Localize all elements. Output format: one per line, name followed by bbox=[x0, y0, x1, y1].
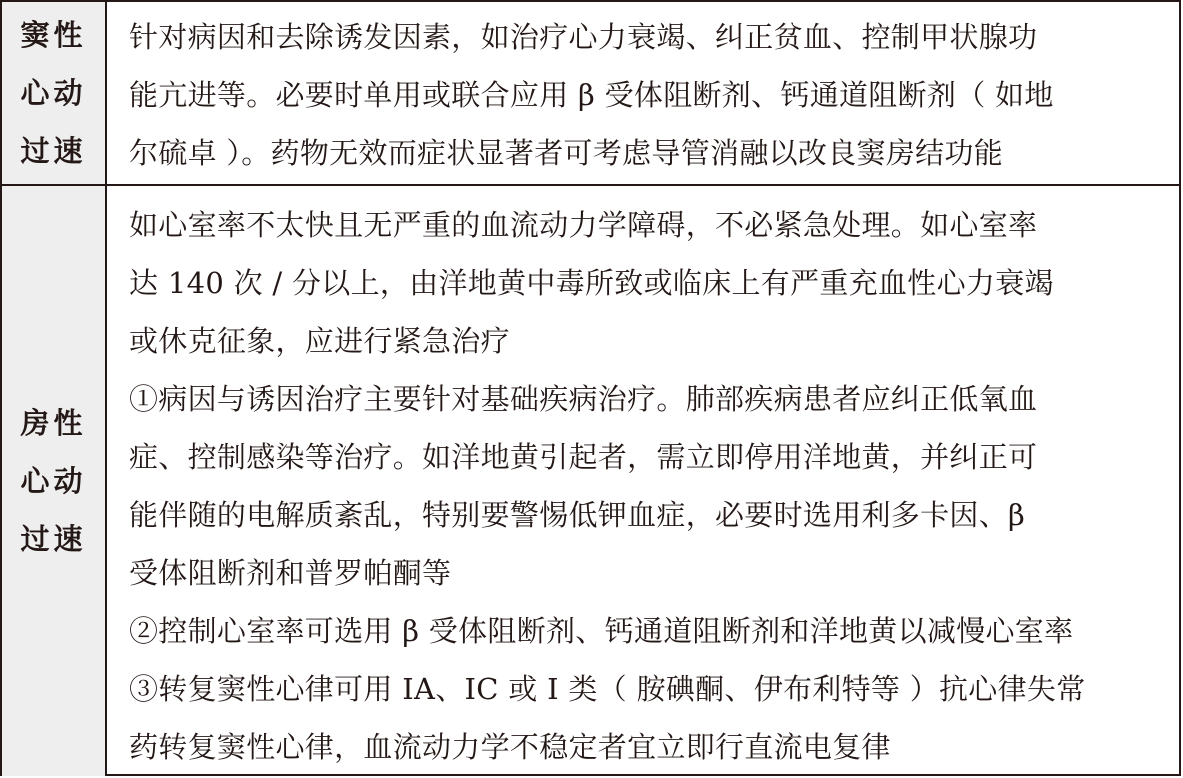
row-header-text: 窦性 bbox=[20, 18, 87, 52]
content-line: ①病因与诱因治疗主要针对基础疾病治疗。肺部疾病患者应纠正低氧血 bbox=[129, 382, 1038, 416]
row-header-text: 过速 bbox=[20, 134, 87, 168]
row-header-cell bbox=[2, 186, 107, 776]
content-line: 能伴随的电解质紊乱，特别要警惕低钾血症，必要时选用利多卡因、β bbox=[129, 498, 1026, 532]
row-content-cell bbox=[107, 2, 1179, 184]
table-row-atrial-tachycardia bbox=[2, 186, 1179, 776]
content-line: ③转复窦性心律可用 IA、IC 或 I 类（ 胺碘酮、伊布利特等 ）抗心律失常 bbox=[129, 672, 1086, 706]
row-header-text: 房性 bbox=[20, 406, 87, 440]
content-line: 如心室率不太快且无严重的血流动力学障碍，不必紧急处理。如心室率 bbox=[129, 208, 1038, 242]
table-row-sinus-tachycardia bbox=[2, 2, 1179, 186]
content-line: ②控制心室率可选用 β 受体阻断剂、钙通道阻断剂和洋地黄以减慢心室率 bbox=[129, 614, 1074, 648]
row-header-text: 心动 bbox=[20, 76, 87, 110]
content-line: 药转复窦性心律，血流动力学不稳定者宜立即行直流电复律 bbox=[129, 730, 891, 764]
content-line: 能亢进等。必要时单用或联合应用 β 受体阻断剂、钙通道阻断剂（ 如地 bbox=[129, 78, 1054, 112]
content-line: 针对病因和去除诱发因素，如治疗心力衰竭、纠正贫血、控制甲状腺功 bbox=[129, 20, 1038, 54]
content-line: 症、控制感染等治疗。如洋地黄引起者，需立即停用洋地黄，并纠正可 bbox=[129, 440, 1038, 474]
content-line: 受体阻断剂和普罗帕酮等 bbox=[129, 556, 452, 590]
content-line: 达 140 次 / 分以上，由洋地黄中毒所致或临床上有严重充血性心力衰竭 bbox=[129, 266, 1054, 300]
content-line: 或休克征象，应进行紧急治疗 bbox=[129, 324, 510, 358]
row-header-text: 心动 bbox=[20, 464, 87, 498]
content-line: 尔硫卓 ）。药物无效而症状显著者可考虑导管消融以改良窦房结功能 bbox=[129, 136, 1004, 170]
row-header-text: 过速 bbox=[20, 522, 87, 556]
row-header-cell bbox=[2, 2, 107, 184]
row-content-cell bbox=[107, 186, 1179, 776]
